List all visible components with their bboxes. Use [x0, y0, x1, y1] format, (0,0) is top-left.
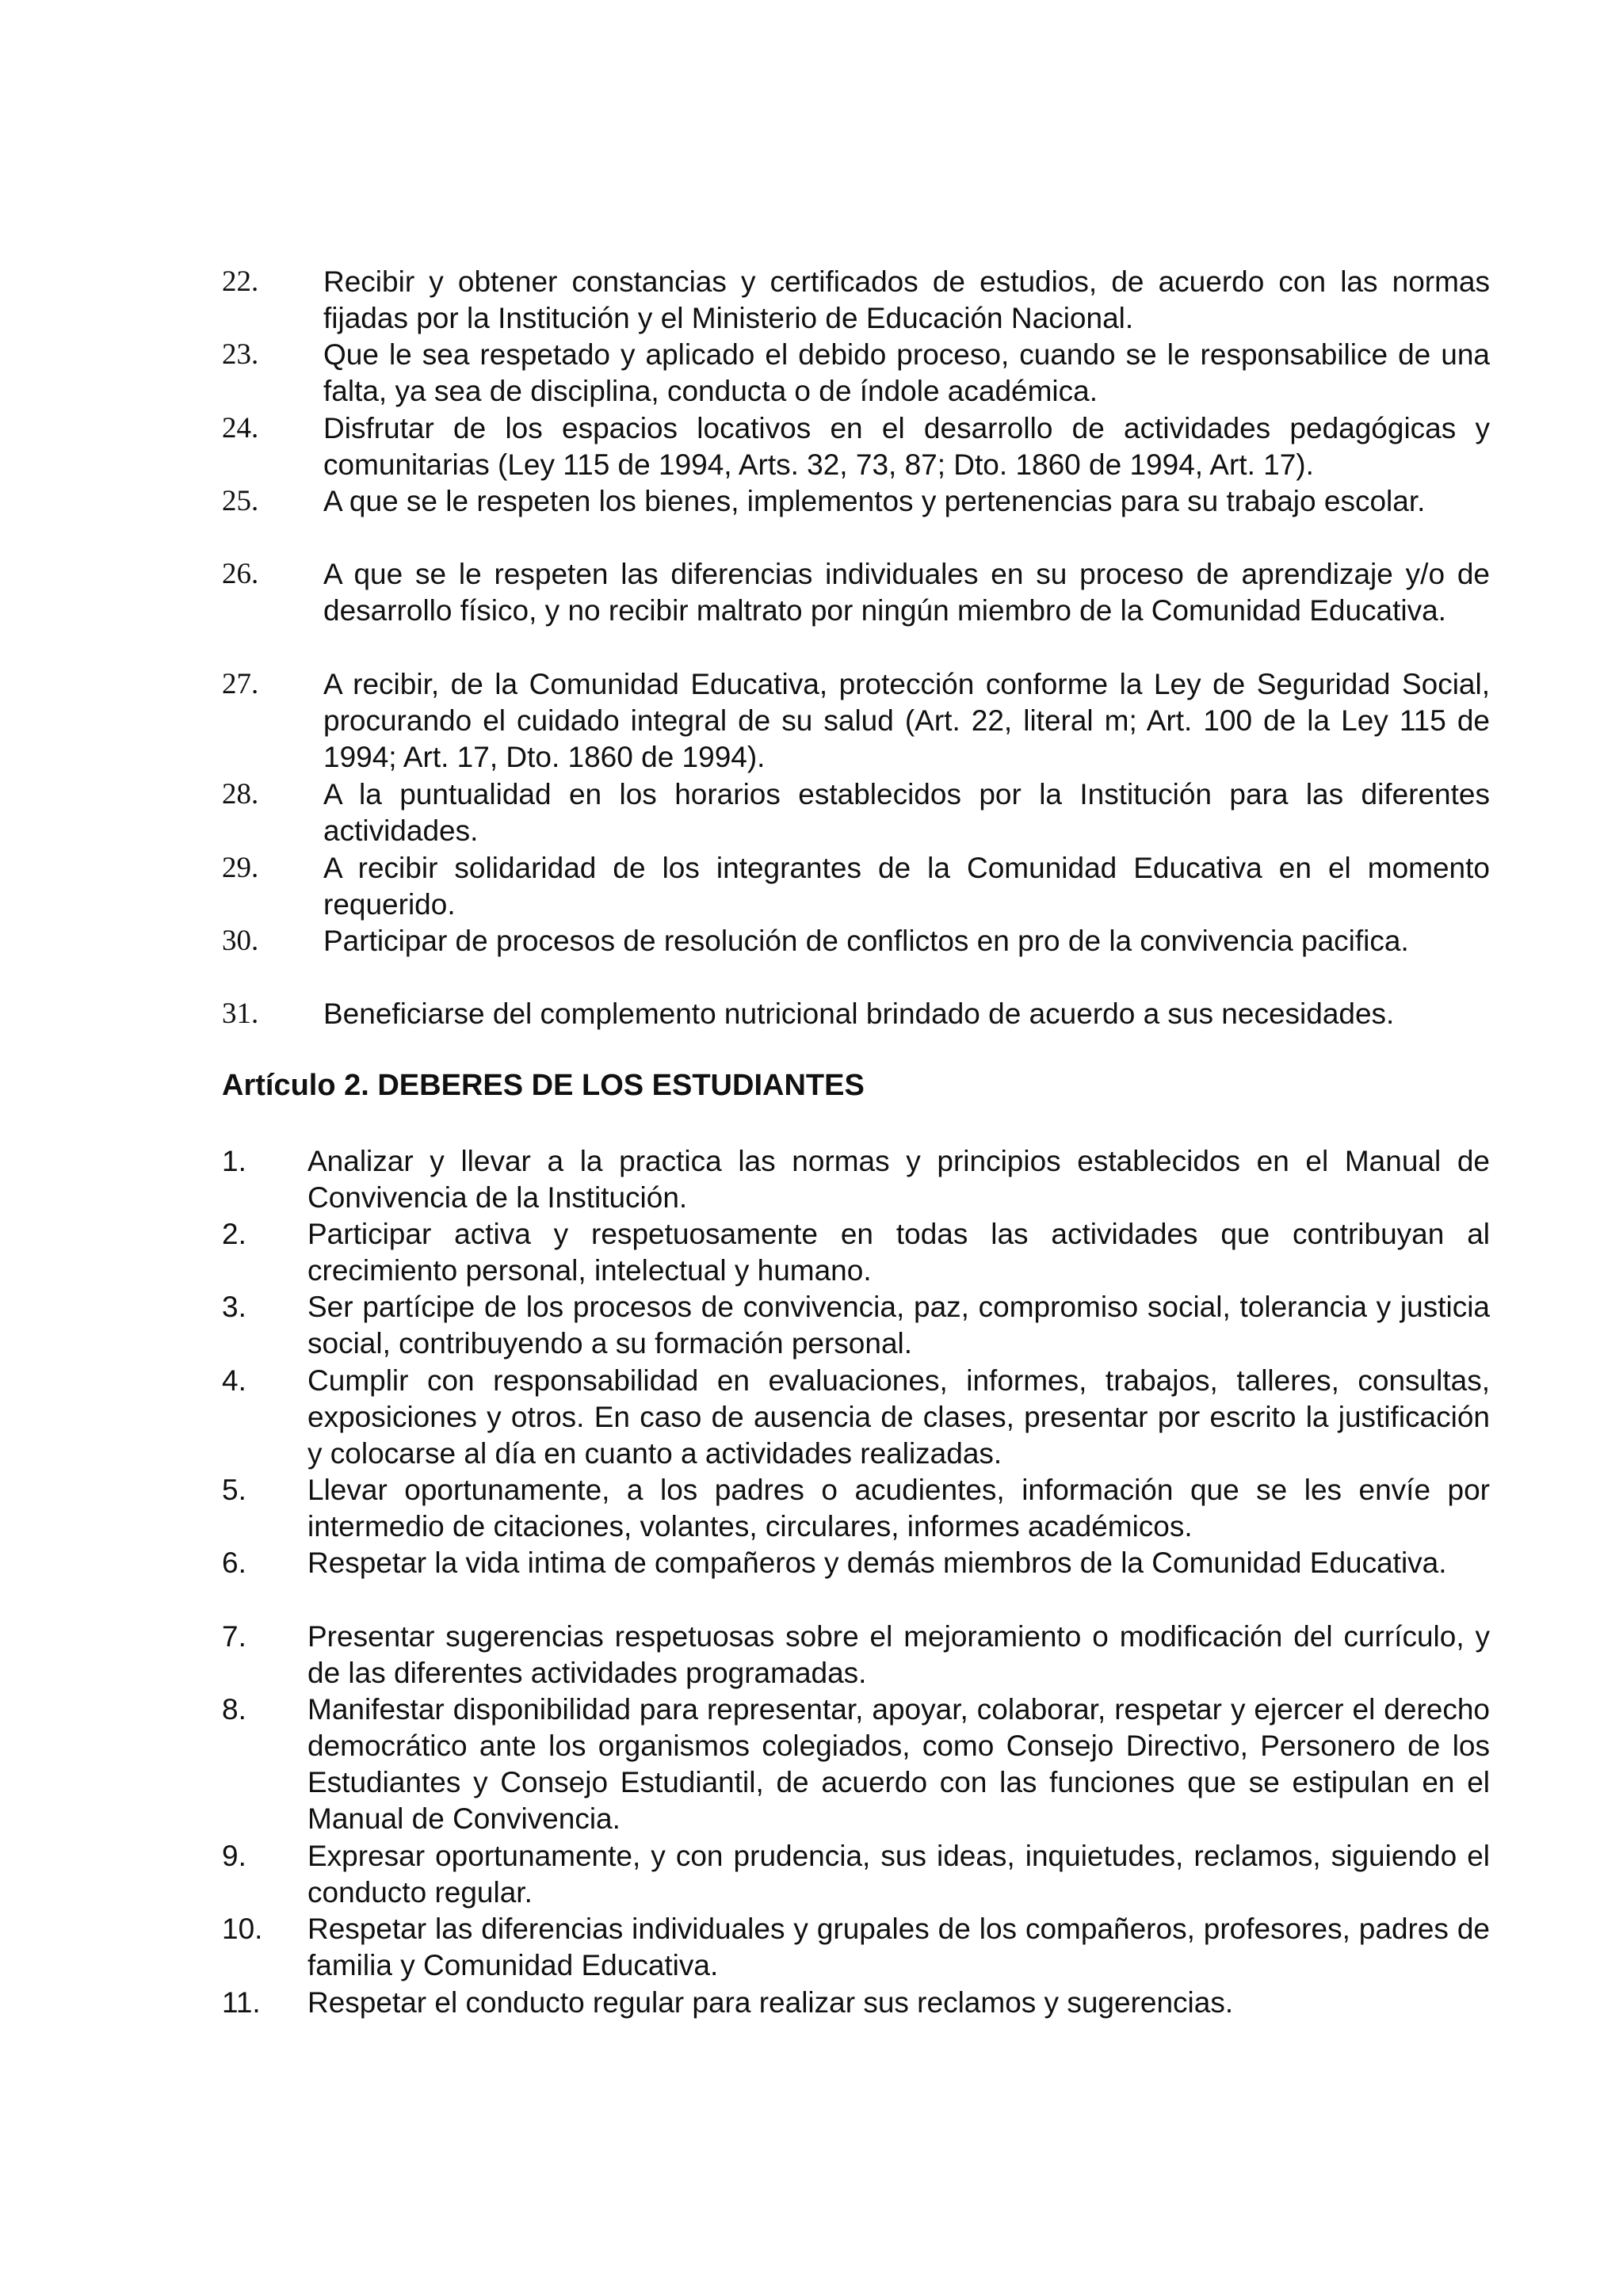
duties-item-7 [222, 1619, 1490, 1691]
duties-item-3 [222, 1289, 1490, 1362]
rights-item-text: A la puntualidad en los horarios establecidos por la Institución para las diferentes actividades. [323, 778, 1490, 847]
duties-item-text: Ser partícipe de los procesos de convivencia, paz, compromiso social, tolerancia y justicia social, contribuyendo a su formación personal. [307, 1291, 1490, 1360]
duties-item-text: Manifestar disponibilidad para representar, apoyar, colaborar, respetar y ejercer el derecho democrático ante los organismos colegiados, como Consejo Directivo, Personero de los Estudiantes y Consejo Estudiantil, de acuerdo con las funciones que se estipulan en el Manual de Convivencia. [307, 1693, 1490, 1835]
duties-item-text: Respetar la vida intima de compañeros y demás miembros de la Comunidad Educativa. [307, 1547, 1447, 1579]
duties-item-number: 10. [222, 1913, 263, 1945]
rights-item-number: 31. [222, 997, 259, 1030]
duties-item-number: 11. [222, 1986, 261, 2019]
rights-item-number: 23. [222, 338, 259, 371]
duties-item-5 [222, 1472, 1490, 1545]
rights-item-22 [222, 264, 1490, 337]
rights-item-number: 25. [222, 485, 259, 517]
rights-item-text: Participar de procesos de resolución de conflictos en pro de la convivencia pacifica. [323, 925, 1409, 957]
duties-item-text: Llevar oportunamente, a los padres o acudientes, información que se les envíe por intermedio de citaciones, volantes, circulares, informes académicos. [307, 1474, 1490, 1543]
duties-item-number: 7. [222, 1620, 246, 1653]
duties-item-2 [222, 1216, 1490, 1289]
rights-item-text: Que le sea respetado y aplicado el debido proceso, cuando se le responsabilice de una falta, ya sea de disciplina, conducta o de índole académica. [323, 338, 1490, 407]
rights-item-number: 24. [222, 412, 259, 444]
duties-item-text: Participar activa y respetuosamente en todas las actividades que contribuyan al crecimiento personal, intelectual y humano. [307, 1218, 1490, 1287]
rights-item-31 [222, 996, 1490, 1032]
rights-item-24 [222, 410, 1490, 483]
article-heading: Artículo 2. DEBERES DE LOS ESTUDIANTES [222, 1069, 865, 1102]
duties-item-number: 8. [222, 1693, 246, 1726]
rights-item-30 [222, 923, 1490, 959]
duties-item-number: 2. [222, 1218, 246, 1250]
rights-item-28 [222, 776, 1490, 849]
rights-item-number: 27. [222, 668, 259, 700]
duties-item-11 [222, 1985, 1490, 2021]
rights-item-29 [222, 850, 1490, 923]
rights-item-text: A que se le respeten las diferencias individuales en su proceso de aprendizaje y/o de desarrollo físico, y no recibir maltrato por ningún miembro de la Comunidad Educativa. [323, 558, 1490, 627]
rights-item-number: 30. [222, 925, 259, 957]
duties-item-8 [222, 1691, 1490, 1837]
duties-item-number: 5. [222, 1474, 246, 1506]
rights-item-26 [222, 556, 1490, 629]
duties-item-text: Presentar sugerencias respetuosas sobre el mejoramiento o modificación del currículo, y de las diferentes actividades programadas. [307, 1620, 1490, 1689]
rights-item-text: A que se le respeten los bienes, implementos y pertenencias para su trabajo escolar. [323, 485, 1426, 517]
duties-item-10 [222, 1911, 1490, 1984]
duties-item-text: Analizar y llevar a la practica las normas y principios establecidos en el Manual de Convivencia de la Institución. [307, 1145, 1490, 1214]
duties-item-1 [222, 1143, 1490, 1216]
duties-item-number: 9. [222, 1840, 246, 1872]
rights-item-text: Recibir y obtener constancias y certificados de estudios, de acuerdo con las normas fijadas por la Institución y el Ministerio de Educación Nacional. [323, 265, 1490, 334]
duties-item-text: Expresar oportunamente, y con prudencia, sus ideas, inquietudes, reclamos, siguiendo el conducto regular. [307, 1840, 1490, 1909]
rights-item-27 [222, 666, 1490, 776]
rights-item-text: A recibir, de la Comunidad Educativa, protección conforme la Ley de Seguridad Social, procurando el cuidado integral de su salud (Art. 22, literal m; Art. 100 de la Ley 115 de 1994; Art. 17, Dto. 1860 de 1994). [323, 668, 1490, 773]
rights-item-25 [222, 483, 1490, 520]
duties-item-text: Respetar el conducto regular para realizar sus reclamos y sugerencias. [307, 1986, 1234, 2019]
rights-item-text: Beneficiarse del complemento nutricional brindado de acuerdo a sus necesidades. [323, 997, 1395, 1030]
rights-item-23 [222, 337, 1490, 410]
rights-item-number: 26. [222, 558, 259, 590]
duties-item-number: 3. [222, 1291, 246, 1323]
duties-item-number: 6. [222, 1547, 246, 1579]
rights-item-number: 29. [222, 852, 259, 884]
duties-item-6 [222, 1545, 1490, 1581]
duties-item-number: 1. [222, 1145, 246, 1177]
duties-item-4 [222, 1363, 1490, 1472]
duties-item-text: Cumplir con responsabilidad en evaluaciones, informes, trabajos, talleres, consultas, exposiciones y otros. En caso de ausencia de clases, presentar por escrito la justificación y colocarse al día en cuanto a actividades realizadas. [307, 1364, 1490, 1470]
duties-item-9 [222, 1838, 1490, 1911]
duties-item-number: 4. [222, 1364, 246, 1397]
rights-item-text: A recibir solidaridad de los integrantes de la Comunidad Educativa en el momento requerido. [323, 852, 1490, 921]
duties-item-text: Respetar las diferencias individuales y grupales de los compañeros, profesores, padres de familia y Comunidad Educativa. [307, 1913, 1490, 1981]
rights-item-number: 22. [222, 265, 259, 298]
rights-item-number: 28. [222, 778, 259, 810]
rights-item-text: Disfrutar de los espacios locativos en el desarrollo de actividades pedagógicas y comunitarias (Ley 115 de 1994, Arts. 32, 73, 87; Dto. 1860 de 1994, Art. 17). [323, 412, 1490, 481]
